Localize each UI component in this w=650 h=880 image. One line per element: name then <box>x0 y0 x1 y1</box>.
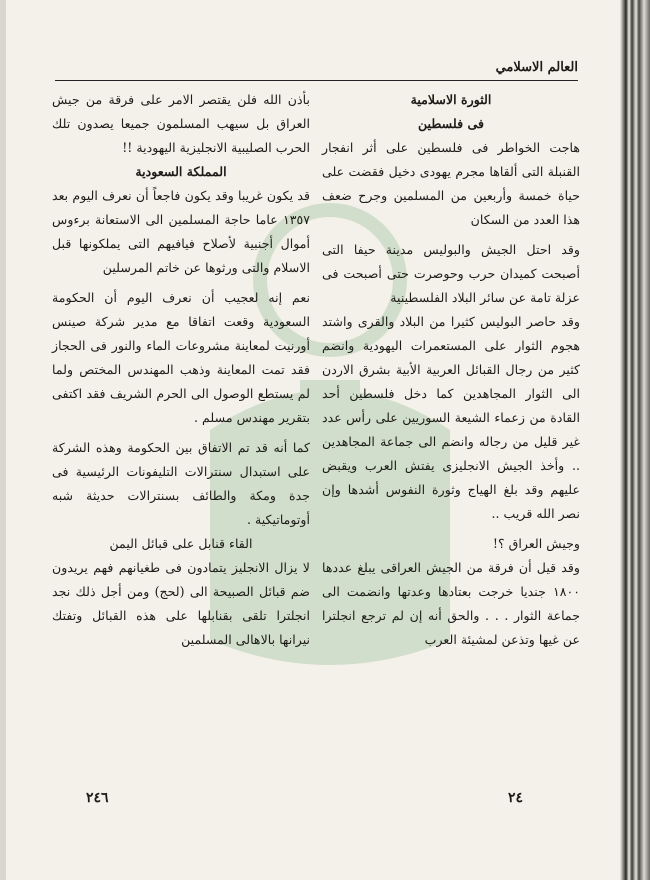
left-column <box>52 88 310 652</box>
article-subtitle: فى فلسطين <box>417 116 485 131</box>
magazine-header: العالم الاسلامي <box>495 60 578 75</box>
paragraph: كما أنه قد تم الاتفاق بين الحكومة وهذه الشركة على استبدال سنترالات التليفونات الرئيسية فى جدة ومكة والطائف بسنترالات حديثة شبه أوتوماتيكية . <box>52 440 310 527</box>
paragraph-subheading: وجيش العراق ؟! <box>492 536 580 551</box>
right-column <box>322 88 580 652</box>
paragraph: وقد حاصر البوليس كثيرا من البلاد والقرى واشتد هجوم الثوار على المستعمرات اليهودية وانضم كثير من رجال القبائل العربية الأبية بشرق الاردن الى الثوار المجاهدين كما دخل فلسطين أحد القادة من زعماء الشيعة السوريين على رأس عدد غير قليل من رجاله وانضم الى جماعة المجاهدين .. وأخذ الجيش الانجليزى يفتش العرب ويقبض عليهم وقد بلغ الهياج وثورة النفوس أشدها وإن نصر الله قريب .. <box>322 314 580 521</box>
page-number-right: ٢٤ <box>508 790 524 806</box>
book-binding-edge <box>620 0 650 880</box>
paragraph: وقد قيل أن فرقة من الجيش العراقى يبلغ عددها ١٨٠٠ جنديا خرجت بعتادها وعدتها وانضمت الى جماعة الثوار . . . والحق أنه إن لم ترجع انجلترا عن غيها وتذعن لمشيئة العرب <box>322 560 580 647</box>
page-left-edge <box>0 0 6 880</box>
section-title: المملكة السعودية <box>135 164 227 179</box>
page-number-left: ٢٤٦ <box>86 790 109 806</box>
paragraph: وقد احتل الجيش والبوليس مدينة حيفا التى أصبحت كميدان حرب وحوصرت حتى أصبحت فى عزلة تامة عن سائر البلاد الفلسطينية <box>322 242 580 305</box>
header-rule <box>55 80 578 81</box>
paragraph: بأذن الله فلن يقتصر الامر على فرقة من جيش العراق بل سيهب المسلمون جميعا يصدون تلك الحرب الصليبية الانجليزية اليهودية !! <box>52 92 310 155</box>
section-subheading: القاء قنابل على قبائل اليمن <box>109 536 253 551</box>
paragraph: لا يزال الانجليز يتمادون فى طغيانهم فهم يريدون ضم قبائل الصبيحة الى (لحج) ومن أجل ذلك نجد انجلترا تلقى بقنابلها على هذه القبائل وتفتك نيرانها بالاهالى المسلمين <box>52 560 310 647</box>
paragraph: قد يكون غريبا وقد يكون فاجعاً أن نعرف اليوم بعد ١٣٥٧ عاما حاجة المسلمين الى الاستعانة برءوس أموال أجنبية لأصلاح فيافيهم التى يملكونها قبل الاسلام والتى ورثوها عن خاتم المرسلين <box>52 188 310 275</box>
paragraph: هاجت الخواطر فى فلسطين على أثر انفجار القنبلة التى ألقاها مجرم يهودى دخيل فقضت على حياة خمسة وأربعين من المسلمين وجرح ضعف هذا العدد من السكان <box>322 140 580 227</box>
article-title: الثورة الاسلامية <box>410 92 492 107</box>
paragraph: نعم إنه لعجيب أن نعرف اليوم أن الحكومة السعودية وقعت اتفاقا مع مدير شركة صينس أورنيت لمعاينة مشروعات الماء والنور فى الحجاز فقد تمت المعاينة وذهب المهندس المختص ولما لم يستطع الوصول الى الحرم الشريف فقد اكتفى بتقرير مهندس مسلم . <box>52 290 310 425</box>
